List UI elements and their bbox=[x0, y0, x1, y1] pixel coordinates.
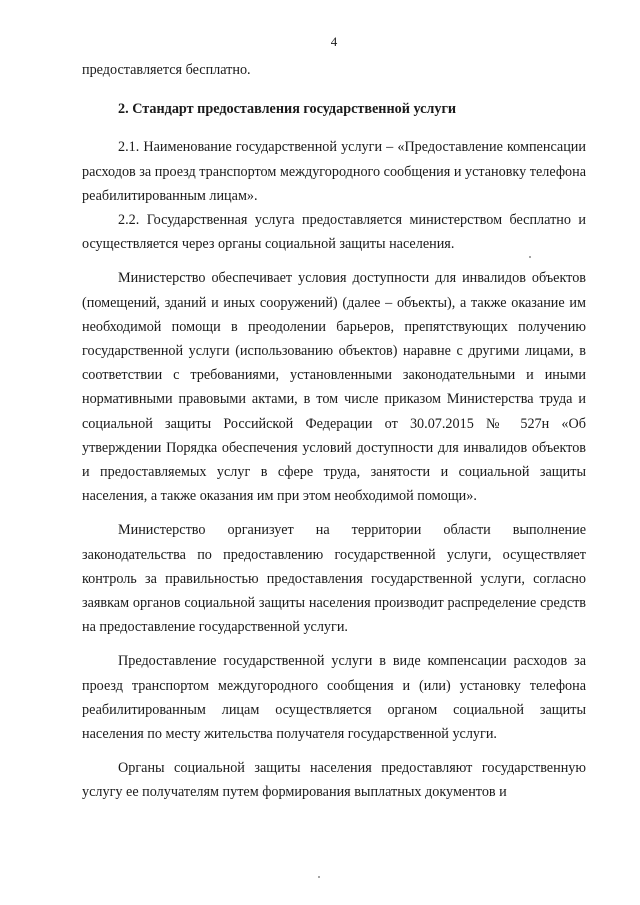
paragraph-2-2: 2.2. Государственная услуга предоставляется министерством бесплатно и осуществляется через органы социальной защиты населения. bbox=[82, 212, 586, 253]
scan-speck bbox=[529, 256, 531, 258]
paragraph-social-protection-bodies: Органы социальной защиты населения предоставляют государственную услугу ее получателям путем формирования выплатных документов и bbox=[82, 760, 586, 801]
continued-paragraph: предоставляется бесплатно. bbox=[82, 62, 251, 78]
page-number: 4 bbox=[330, 34, 338, 49]
section-heading: 2. Стандарт предоставления государственной услуги bbox=[118, 101, 457, 118]
document-body bbox=[82, 58, 586, 805]
paragraph-accessibility: Министерство обеспечивает условия доступности для инвалидов объектов (помещений, зданий и иных сооружений) (далее – объекты), а также оказание им необходимой помощи в преодолении барьеров, препятствующих получению государственной услуги (использованию объектов) наравне с другими лицами, в соответствии с требованиями, установленными законодательными и иными нормативными правовыми актами, в том числе приказом Министерства труда и социальной защиты Российской Федерации от 30.07.2015 № 527н «Об утверждении Порядка обеспечения условий доступности для инвалидов объектов и предоставляемых услуг в сфере труда, занятости и социальной защиты населения, а также оказания им при этом необходимой помощи». bbox=[82, 270, 586, 505]
scan-speck bbox=[318, 876, 320, 878]
paragraph-2-1: 2.1. Наименование государственной услуги – «Предоставление компенсации расходов за проезд транспортом междугородного сообщения и установку телефона реабилитированным лицам». bbox=[82, 139, 586, 204]
paragraph-ministry-organizes: Министерство организует на территории области выполнение законодательства по предоставлению государственной услуги, осуществляет контроль за правильностью предоставления государственной услуги, согласно заявкам органов социальной защиты населения производит распределение средств на предоставление государственной услуги. bbox=[82, 522, 586, 636]
paragraph-provision: Предоставление государственной услуги в виде компенсации расходов за проезд транспортом междугородного сообщения и (или) установку телефона реабилитированным лицам осуществляется органом социальной защиты населения по месту жительства получателя государственной услуги. bbox=[82, 653, 586, 743]
